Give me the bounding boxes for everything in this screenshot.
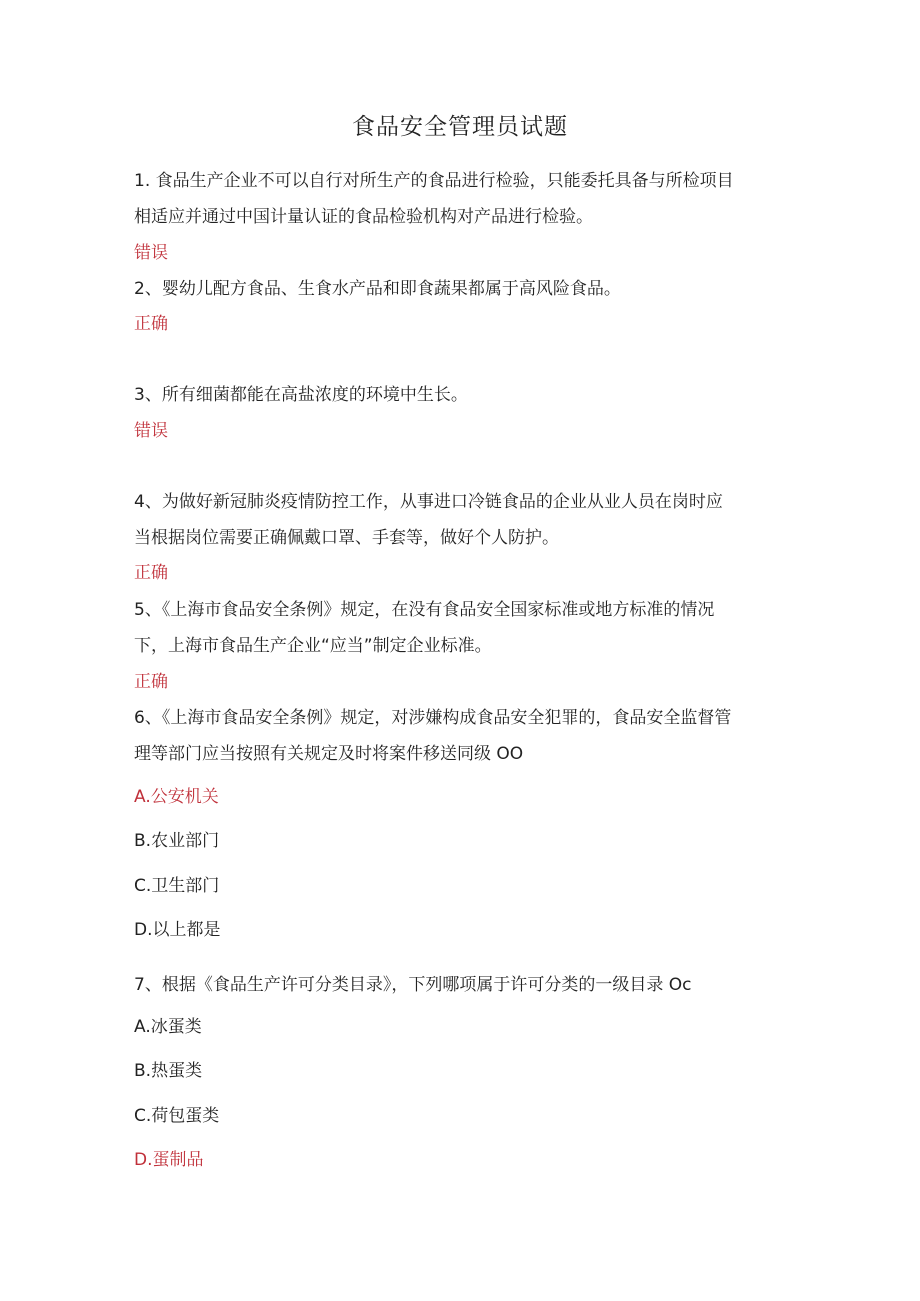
question-7-option-a: A.冰蛋类 xyxy=(134,1017,202,1037)
question-2-answer: 正确 xyxy=(134,314,168,334)
question-7-line-1: 7、根据《食品生产许可分类目录》，下列哪项属于许可分类的一级目录 Oc xyxy=(134,975,692,995)
question-6-line-1: 6、《上海市食品安全条例》规定，对涉嫌构成食品安全犯罪的，食品安全监督管 xyxy=(134,708,732,728)
question-6-option-d: D.以上都是 xyxy=(134,920,221,940)
question-1-line-2: 相适应并通过中国计量认证的食品检验机构对产品进行检验。 xyxy=(134,207,593,227)
question-7-option-c: C.荷包蛋类 xyxy=(134,1106,220,1126)
question-7-option-d: D.蛋制品 xyxy=(134,1150,204,1170)
question-3-answer: 错误 xyxy=(134,421,168,441)
question-2-line-1: 2、婴幼儿配方食品、生食水产品和即食蔬果都属于高风险食品。 xyxy=(134,279,621,299)
question-6-option-a: A.公安机关 xyxy=(134,787,219,807)
question-5-line-2: 下，上海市食品生产企业“应当”制定企业标准。 xyxy=(134,636,492,656)
question-6-line-2: 理等部门应当按照有关规定及时将案件移送同级 OO xyxy=(134,744,524,764)
question-6-option-c: C.卫生部门 xyxy=(134,876,220,896)
question-4-line-1: 4、为做好新冠肺炎疫情防控工作，从事进口冷链食品的企业从业人员在岗时应 xyxy=(134,492,723,512)
question-3-line-1: 3、所有细菌都能在高盐浓度的环境中生长。 xyxy=(134,385,468,405)
question-6-option-b: B.农业部门 xyxy=(134,831,220,851)
question-1-line-1: 1. 食品生产企业不可以自行对所生产的食品进行检验，只能委托具备与所检项目 xyxy=(134,171,734,191)
page-title: 食品安全管理员试题 xyxy=(352,114,568,140)
question-4-line-2: 当根据岗位需要正确佩戴口罩、手套等，做好个人防护。 xyxy=(134,528,559,548)
question-1-answer: 错误 xyxy=(134,243,168,263)
question-4-answer: 正确 xyxy=(134,563,168,583)
question-5-answer: 正确 xyxy=(134,672,168,692)
question-5-line-1: 5、《上海市食品安全条例》规定，在没有食品安全国家标准或地方标准的情况 xyxy=(134,600,715,620)
question-7-option-b: B.热蛋类 xyxy=(134,1061,203,1081)
